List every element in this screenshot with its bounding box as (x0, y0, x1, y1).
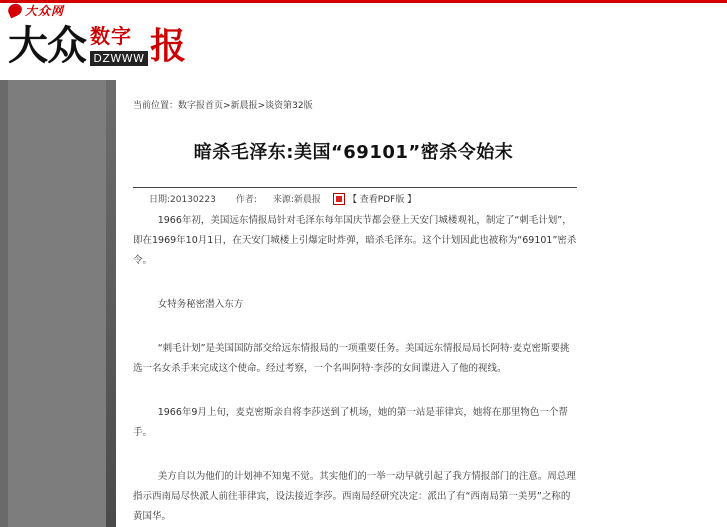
breadcrumb-sep: > (223, 101, 231, 111)
article-author: 作者: (235, 195, 257, 205)
breadcrumb-paper-link[interactable]: 新晨报 (230, 101, 258, 111)
article-meta (149, 192, 416, 205)
breadcrumb-section-link[interactable]: 谈资 (265, 101, 284, 111)
breadcrumb-page: 第32版 (283, 101, 313, 111)
brand-logo[interactable] (8, 24, 186, 68)
brand-bao-text: 报 (150, 25, 187, 67)
dzwww-mini-logo[interactable] (8, 1, 64, 19)
left-sidebar-bg (0, 80, 106, 527)
left-sidebar-stripe (0, 80, 8, 527)
header-top-line (0, 0, 727, 3)
pdf-icon[interactable] (333, 193, 345, 205)
article-source: 来源:新晨报 (272, 195, 321, 205)
article-panel (116, 80, 727, 527)
sidebar-edge (106, 80, 116, 527)
brand-main-text: 大众 (8, 22, 86, 69)
article-paragraph: “刺毛计划”是美国国防部交给远东情报局的一项重要任务。美国远东情报局局长阿特·麦克密斯要挑选一名女杀手来完成这个使命。经过考察，一个名叫阿特·李莎的女间谍进入了他的视线。 (133, 343, 570, 374)
brand-digital-box (90, 24, 148, 68)
breadcrumb-sep: > (257, 101, 266, 111)
view-pdf-link[interactable]: 【 查看PDF版 】 (347, 195, 417, 205)
breadcrumb-home-link[interactable]: 数字报首页 (178, 101, 224, 111)
swoosh-icon (6, 2, 24, 19)
article-paragraph: 1966年9月上旬，麦克密斯亲自将李莎送到了机场，她的第一站是菲律宾，她将在那里物色一个帮手。 (133, 407, 568, 438)
article-date: 日期:20130223 (149, 195, 216, 205)
site-header (0, 0, 727, 80)
mini-logo-text: 大众网 (25, 3, 65, 18)
article-title: 暗杀毛泽东:美国“69101”密杀令始末 (193, 142, 514, 163)
article-body (133, 211, 578, 527)
breadcrumb-label: 当前位置： (133, 101, 179, 111)
article-subheading: 女特务秘密潜入东方 (157, 299, 244, 310)
brand-digital-text: 数字 (90, 24, 132, 48)
title-divider (133, 187, 577, 188)
breadcrumb (133, 98, 313, 111)
brand-url-text: DZWWW (90, 51, 148, 66)
article-paragraph: 1966年初，美国远东情报局针对毛泽东每年国庆节都会登上天安门城楼观礼，制定了“刺毛计划”，即在1969年10月1日，在天安门城楼上引爆定时炸弹，暗杀毛泽东。这个计划因此也被称为“69101”密杀令。 (133, 215, 577, 266)
article-paragraph: 美方自以为他们的计划神不知鬼不觉。其实他们的一举一动早就引起了我方情报部门的注意。周总理指示西南局尽快派人前往菲律宾，设法接近李莎。西南局经研究决定：派出了有“西南局第一美男”之称的黄国华。 (133, 471, 576, 522)
